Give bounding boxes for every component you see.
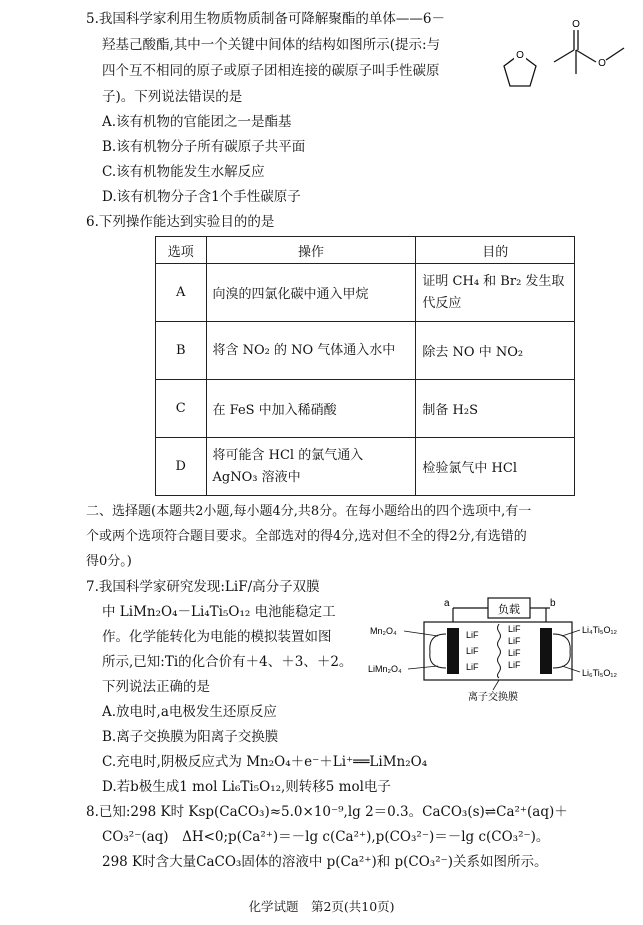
lif-label: LiF: [508, 636, 521, 646]
q7-option-d: D.若b极生成1 mol Li₆Ti₅O₁₂,则转移5 mol电子: [102, 779, 391, 795]
header-option: 选项: [156, 237, 207, 264]
electrode-b-label: b: [550, 598, 556, 609]
q8-line2: CO₃²⁻(aq) ΔH<0;p(Ca²⁺)＝－lg c(Ca²⁺),p(CO₃²⁻)＝－lg c(CO₃²⁻)。: [102, 829, 550, 845]
q6-table: [155, 236, 575, 496]
table-row: [156, 438, 575, 496]
load-label: 负载: [498, 604, 520, 616]
row-purpose: 检验氯气中 HCl: [416, 438, 575, 496]
lif-label: LiF: [508, 648, 521, 658]
section2-line2: 个或两个选项符合题目要求。全部选对的得4分,选对但不全的得2分,有选错的: [86, 529, 527, 544]
row-purpose: 除去 NO 中 NO₂: [416, 322, 575, 380]
row-purpose: 制备 H₂S: [416, 380, 575, 438]
q5-option-c: C.该有机物能发生水解反应: [102, 164, 265, 180]
table-row: [156, 264, 575, 322]
right-top-label: Li₄Ti₅O₁₂: [582, 625, 617, 635]
table-row: [156, 322, 575, 380]
ion-exchange-membrane: [498, 624, 501, 678]
q7-line5: 下列说法正确的是: [102, 679, 210, 695]
membrane-label: 离子交换膜: [468, 692, 518, 703]
electrode-a-label: a: [444, 598, 450, 609]
row-operation: 将可能含 HCl 的氯气通入 AgNO₃ 溶液中: [206, 438, 416, 496]
q5-molecule-structure: [492, 14, 640, 100]
ring-oxygen-label: O: [516, 50, 524, 61]
lif-label: LiF: [466, 662, 479, 672]
header-purpose: 目的: [416, 237, 575, 264]
lif-label: LiF: [508, 624, 521, 634]
ester-oxygen-label: O: [598, 58, 606, 69]
row-option: D: [156, 438, 207, 496]
carbonyl-oxygen-label: O: [572, 19, 580, 30]
row-option: A: [156, 264, 207, 322]
q5-line1: 5.我国科学家利用生物质物质制备可降解聚酯的单体——6－: [86, 11, 445, 27]
q7-line2: 中 LiMn₂O₄－Li₄Ti₅O₁₂ 电池能稳定工: [102, 604, 336, 620]
q5-line3: 四个互不相同的原子或原子团相连接的碳原子叫手性碳原: [102, 63, 440, 79]
row-option: B: [156, 322, 207, 380]
q5-option-a: A.该有机物的官能团之一是酯基: [102, 114, 292, 130]
q7-line3: 作。化学能转化为电能的模拟装置如图: [102, 629, 332, 645]
lif-label: LiF: [466, 646, 479, 656]
row-operation: 向溴的四氯化碳中通入甲烷: [206, 264, 416, 322]
table-row: [156, 380, 575, 438]
electrode-a: [447, 628, 459, 674]
left-bottom-label: LiMn₂O₄: [368, 664, 402, 674]
left-top-label: Mn₂O₄: [370, 626, 397, 636]
q5-line4: 子)。下列说法错误的是: [102, 89, 243, 105]
q7-option-c: C.充电时,阴极反应式为 Mn₂O₄＋e⁻＋Li⁺══LiMn₂O₄: [102, 754, 428, 770]
q5-option-d: D.该有机物分子含1个手性碳原子: [102, 189, 301, 205]
q7-option-a: A.放电时,a电极发生还原反应: [102, 704, 277, 720]
right-bottom-label: Li₆Ti₅O₁₂: [582, 668, 617, 678]
electrode-b: [540, 628, 552, 674]
q5-line2: 羟基己酸酯,其中一个关键中间体的结构如图所示(提示:与: [102, 37, 441, 53]
lif-label: LiF: [508, 660, 521, 670]
table-header-row: [156, 237, 575, 264]
row-operation: 将含 NO₂ 的 NO 气体通入水中: [206, 322, 416, 380]
row-operation: 在 FeS 中加入稀硝酸: [206, 380, 416, 438]
q8-line1: 8.已知:298 K时 Ksp(CaCO₃)≈5.0×10⁻⁹,lg 2＝0.3。CaCO₃(s)⇌Ca²⁺(aq)＋: [86, 804, 568, 820]
lif-label: LiF: [466, 630, 479, 640]
page-footer: 化学试题 第2页(共10页): [248, 899, 395, 914]
q5-option-b: B.该有机物分子所有碳原子共平面: [102, 139, 306, 155]
row-option: C: [156, 380, 207, 438]
q7-option-b: B.离子交换膜为阳离子交换膜: [102, 729, 279, 745]
q7-line1: 7.我国科学家研究发现:LiF/高分子双膜: [86, 579, 320, 595]
header-operation: 操作: [206, 237, 416, 264]
q7-battery-diagram: [368, 586, 638, 704]
q8-line3: 298 K时含大量CaCO₃固体的溶液中 p(Ca²⁺)和 p(CO₃²⁻)关系如图所示。: [102, 854, 548, 870]
section2-line3: 得0分。): [86, 554, 132, 569]
row-purpose: 证明 CH₄ 和 Br₂ 发生取代反应: [416, 264, 575, 322]
q6-stem: 6.下列操作能达到实验目的的是: [86, 214, 275, 230]
q7-line4: 所示,已知:Ti的化合价有＋4、＋3、＋2。: [102, 654, 353, 670]
section2-line1: 二、选择题(本题共2小题,每小题4分,共8分。在每小题给出的四个选项中,有一: [86, 504, 532, 519]
